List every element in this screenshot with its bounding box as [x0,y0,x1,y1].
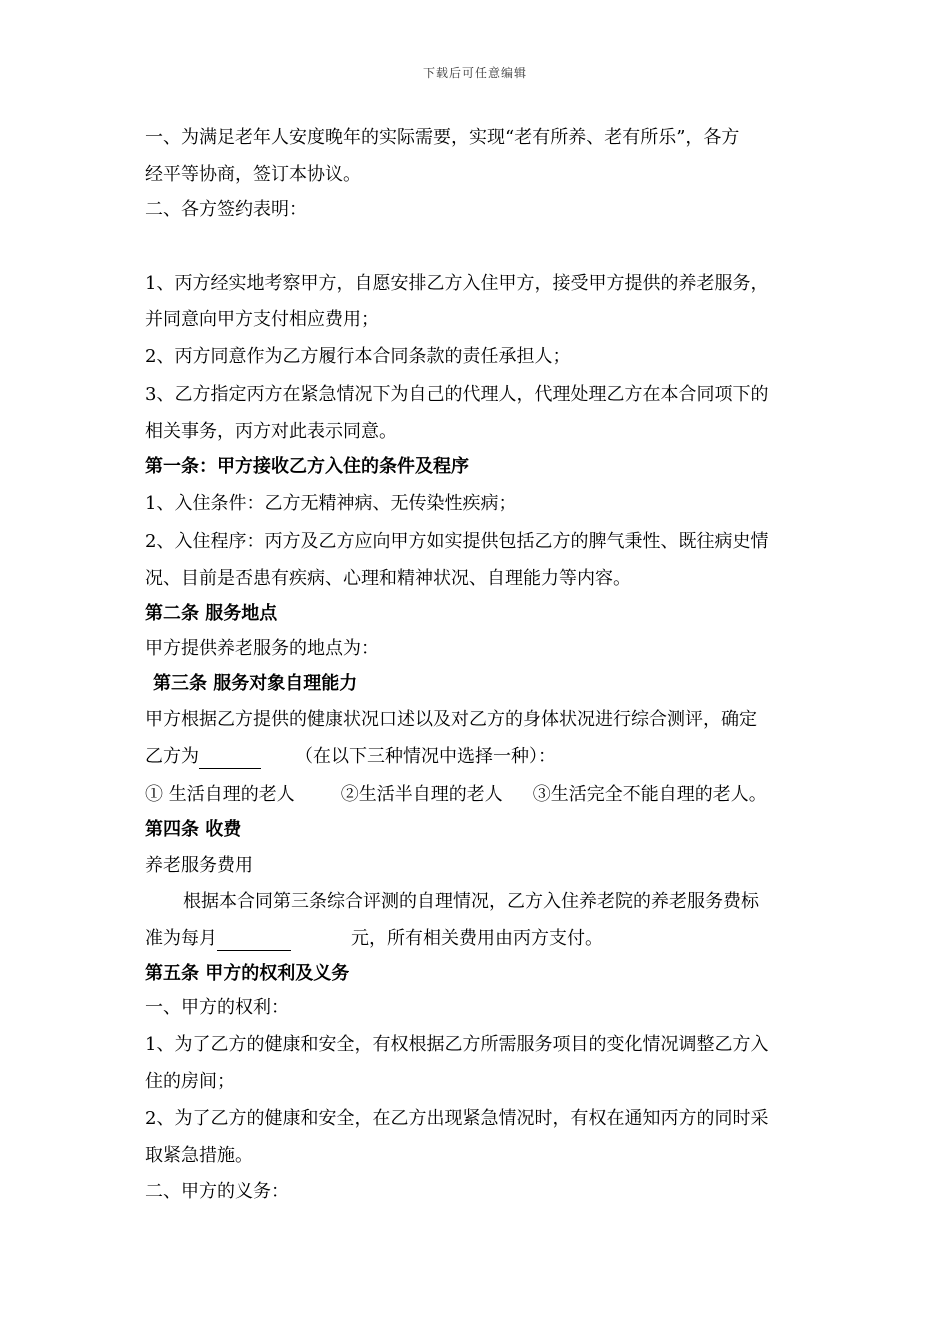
article-4-subtitle: 养老服务费用 [145,855,253,876]
article-1-item-2-line-2: 况、目前是否患有疾病、心理和精神状况、自理能力等内容。 [145,568,631,589]
article-4-body-line-1: 根据本合同第三条综合评测的自理情况，乙方入住养老院的养老服务费标 [183,891,759,912]
party-a-right-2-line-2: 取紧急措施。 [145,1145,253,1166]
party-a-obligations-heading: 二、甲方的义务： [145,1181,289,1202]
statement-3-line-1: 3、乙方指定丙方在紧急情况下为自己的代理人，代理处理乙方在本合同项下的 [145,384,769,405]
party-a-right-1-line-1: 1、为了乙方的健康和安全，有权根据乙方所需服务项目的变化情况调整乙方入 [145,1034,769,1055]
party-a-right-1-line-2: 住的房间； [145,1071,235,1092]
article-3-heading: 第三条 服务对象自理能力 [153,673,358,694]
clause-intro-line-2: 经平等协商，签订本协议。 [145,164,361,185]
article-4-heading: 第四条 收费 [145,819,242,840]
article-3-prefix: 乙方为 [145,746,199,767]
article-1-item-2-line-1: 2、入住程序：丙方及乙方应向甲方如实提供包括乙方的脾气秉性、既往病史情 [145,531,769,552]
article-1-item-1: 1、入住条件：乙方无精神病、无传染性疾病； [145,493,517,514]
article-4-suffix: 元，所有相关费用由丙方支付。 [351,928,603,949]
article-2-body: 甲方提供养老服务的地点为： [145,638,379,659]
article-3-suffix: （在以下三种情况中选择一种）： [295,746,556,767]
article-4-prefix: 准为每月 [145,928,217,949]
party-a-right-2-line-1: 2、为了乙方的健康和安全，在乙方出现紧急情况时，有权在通知丙方的同时采 [145,1108,769,1129]
statement-1-line-2: 并同意向甲方支付相应费用； [145,309,379,330]
option-self-care: ① 生活自理的老人 [145,784,295,805]
monthly-fee-blank [217,930,291,951]
clause-intro-line-1: 一、为满足老年人安度晚年的实际需要，实现“老有所养、老有所乐”，各方 [145,127,740,148]
article-1-heading: 第一条：甲方接收乙方入住的条件及程序 [145,456,469,477]
article-3-body-line-1: 甲方根据乙方提供的健康状况口述以及对乙方的身体状况进行综合测评，确定 [145,709,757,730]
article-3-body-line-2 [145,745,556,769]
self-care-blank [199,748,261,769]
clause-statement-heading: 二、各方签约表明： [145,199,307,220]
statement-2: 2、丙方同意作为乙方履行本合同条款的责任承担人； [145,346,571,367]
article-4-body-line-2 [145,927,603,951]
party-a-rights-heading: 一、甲方的权利： [145,997,289,1018]
article-5-heading: 第五条 甲方的权利及义务 [145,963,350,984]
option-no-self-care: ③生活完全不能自理的老人。 [532,784,767,805]
statement-1-line-1: 1、丙方经实地考察甲方，自愿安排乙方入住甲方，接受甲方提供的养老服务， [145,273,769,294]
option-semi-self-care: ②生活半自理的老人 [340,784,503,805]
article-2-heading: 第二条 服务地点 [145,603,278,624]
self-care-options [145,783,767,807]
page-header: 下载后可任意编辑 [422,66,527,80]
statement-3-line-2: 相关事务，丙方对此表示同意。 [145,421,397,442]
